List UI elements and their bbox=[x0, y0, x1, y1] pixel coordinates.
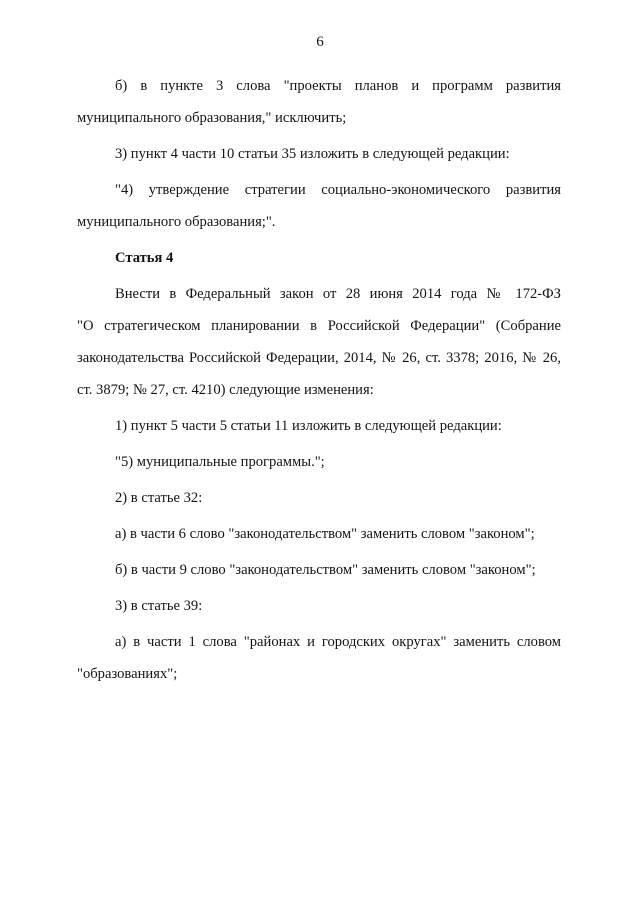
paragraph-law-intro-line4: ст. 3879; № 27, ст. 4210) следующие изменения: bbox=[77, 382, 374, 398]
paragraph-item-b-line1: б) в пункте 3 слова "проекты планов и программ развития bbox=[115, 78, 561, 94]
paragraph-quote-4-line2: муниципального образования;". bbox=[77, 214, 276, 230]
paragraph-item-1: 1) пункт 5 части 5 статьи 11 изложить в следующей редакции: bbox=[115, 418, 502, 434]
paragraph-item-2b: б) в части 9 слово "законодательством" заменить словом "законом"; bbox=[115, 562, 536, 578]
paragraph-item-3-art39: 3) в статье 39: bbox=[115, 598, 203, 614]
paragraph-item-3: 3) пункт 4 части 10 статьи 35 изложить в следующей редакции: bbox=[115, 146, 510, 162]
paragraph-law-intro-line1: Внести в Федеральный закон от 28 июня 2014 года № 172-ФЗ bbox=[115, 286, 561, 302]
paragraph-item-2a: а) в части 6 слово "законодательством" заменить словом "законом"; bbox=[115, 526, 535, 542]
paragraph-item-3a-line1: а) в части 1 слова "районах и городских округах" заменить словом bbox=[115, 634, 561, 650]
paragraph-quote-5: "5) муниципальные программы."; bbox=[115, 454, 325, 470]
paragraph-law-intro-line2: "О стратегическом планировании в Российской Федерации" (Собрание bbox=[77, 318, 561, 334]
page-number: 6 bbox=[316, 34, 324, 50]
paragraph-item-2: 2) в статье 32: bbox=[115, 490, 203, 506]
paragraph-item-b-line2: муниципального образования," исключить; bbox=[77, 110, 347, 126]
paragraph-quote-4-line1: "4) утверждение стратегии социально-экономического развития bbox=[115, 182, 561, 198]
paragraph-law-intro-line3: законодательства Российской Федерации, 2014, № 26, ст. 3378; 2016, № 26, bbox=[77, 350, 561, 366]
paragraph-item-3a-line2: "образованиях"; bbox=[77, 666, 178, 682]
document-body bbox=[77, 70, 561, 690]
article-heading: Статья 4 bbox=[115, 250, 174, 266]
